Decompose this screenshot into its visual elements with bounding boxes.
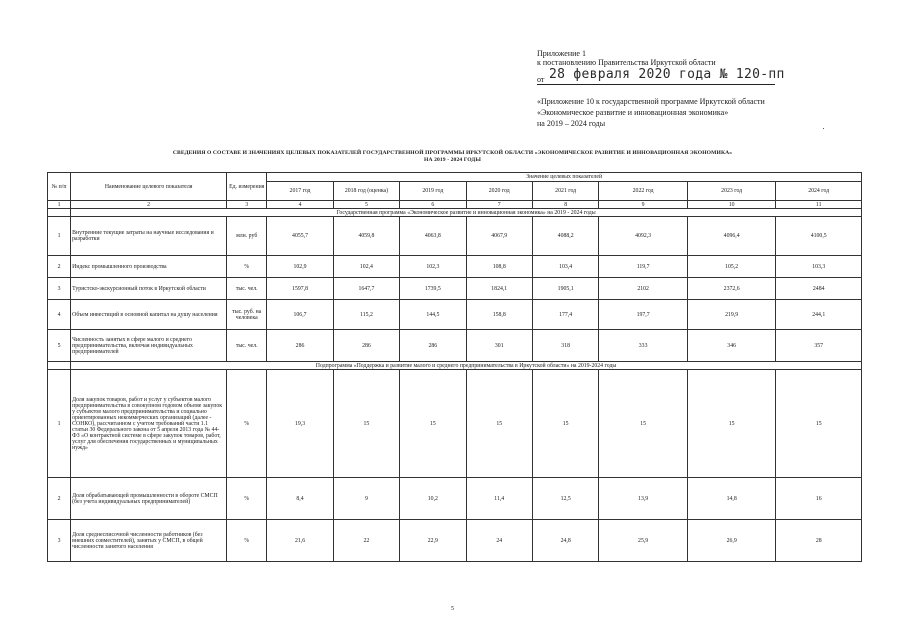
year-header: 2024 год <box>776 182 862 201</box>
row-value: 102,4 <box>333 256 399 278</box>
row-unit: % <box>227 520 267 562</box>
row-value: 2372,6 <box>687 278 776 300</box>
row-unit: тыс. чел. <box>227 330 267 362</box>
row-value: 177,4 <box>532 300 598 330</box>
row-value: 286 <box>267 330 333 362</box>
row-unit: % <box>227 370 267 478</box>
row-value: 4055,7 <box>267 217 333 256</box>
row-value: 103,4 <box>532 256 598 278</box>
row-value: 4092,3 <box>599 217 688 256</box>
row-value: 11,4 <box>466 478 532 520</box>
column-index-row <box>48 201 862 209</box>
row-value: 24,8 <box>532 520 598 562</box>
section-row <box>48 209 862 217</box>
col-unit-header: Ед. измерения <box>227 173 267 201</box>
table-row <box>48 478 862 520</box>
handwritten-date: 28 февраля 2020 года № 120-пп <box>549 67 785 82</box>
row-value: 144,5 <box>400 300 466 330</box>
row-value: 15 <box>776 370 862 478</box>
row-value: 115,2 <box>333 300 399 330</box>
document-title-line2: НА 2019 - 2024 ГОДЫ <box>424 157 481 163</box>
col-index: 11 <box>776 201 862 209</box>
year-header: 2020 год <box>466 182 532 201</box>
row-indicator-name: Доля среднесписочной численности работников (без внешних совместителей), занятых у СМСП, в общей численности занятого населения <box>71 520 227 562</box>
row-num: 1 <box>48 217 71 256</box>
row-value: 9 <box>333 478 399 520</box>
row-num: 2 <box>48 256 71 278</box>
row-value: 4059,8 <box>333 217 399 256</box>
row-value: 197,7 <box>599 300 688 330</box>
row-value: 102,9 <box>267 256 333 278</box>
section-title-program: Государственная программа «Экономическое развитие и инновационная экономика» на 2019 - 2024 годы <box>71 209 862 217</box>
row-value: 22 <box>333 520 399 562</box>
row-value: 1905,1 <box>532 278 598 300</box>
col-index: 5 <box>333 201 399 209</box>
row-value: 22,9 <box>400 520 466 562</box>
row-value: 4063,8 <box>400 217 466 256</box>
row-num: 3 <box>48 278 71 300</box>
col-name-header: Наименование целевого показателя <box>71 173 227 201</box>
indicators-table <box>47 172 862 562</box>
row-indicator-name: Доля обрабатывающей промышленности в обороте СМСП (без учета индивидуальных предпринимателей) <box>71 478 227 520</box>
row-num: 5 <box>48 330 71 362</box>
row-num: 2 <box>48 478 71 520</box>
col-index: 3 <box>227 201 267 209</box>
program-appendix-label: «Приложение 10 к государственной программе Иркутской области <box>537 97 765 106</box>
table-row <box>48 256 862 278</box>
row-value: 219,9 <box>687 300 776 330</box>
row-value: 346 <box>687 330 776 362</box>
section-row <box>48 362 862 370</box>
year-header: 2018 год (оценка) <box>333 182 399 201</box>
row-value: 10,2 <box>400 478 466 520</box>
row-indicator-name: Туристско-экскурсионный поток в Иркутской области <box>71 278 227 300</box>
row-indicator-name: Внутренние текущие затраты на научные исследования и разработки <box>71 217 227 256</box>
col-num-header: № п/п <box>48 173 71 201</box>
row-value: 16 <box>776 478 862 520</box>
row-value: 108,8 <box>466 256 532 278</box>
row-num: 1 <box>48 370 71 478</box>
row-value: 4067,9 <box>466 217 532 256</box>
appendix-label: Приложение 1 <box>537 49 586 58</box>
row-value: 1597,8 <box>267 278 333 300</box>
row-unit: млн. руб <box>227 217 267 256</box>
page-number: 5 <box>451 606 454 612</box>
year-header: 2019 год <box>400 182 466 201</box>
row-value: 119,7 <box>599 256 688 278</box>
row-value: 25,9 <box>599 520 688 562</box>
row-value: 26,9 <box>687 520 776 562</box>
row-value: 2102 <box>599 278 688 300</box>
row-value: 1824,1 <box>466 278 532 300</box>
col-index: 4 <box>267 201 333 209</box>
row-value: 24 <box>466 520 532 562</box>
year-header: 2017 год <box>267 182 333 201</box>
col-index: 9 <box>599 201 688 209</box>
row-value: 8,4 <box>267 478 333 520</box>
row-value: 301 <box>466 330 532 362</box>
scan-speck <box>823 128 824 129</box>
col-index: 8 <box>532 201 598 209</box>
col-index: 6 <box>400 201 466 209</box>
table-row <box>48 300 862 330</box>
row-value: 2484 <box>776 278 862 300</box>
row-value: 14,8 <box>687 478 776 520</box>
decree-date-line <box>537 67 785 85</box>
program-name-label: «Экономическое развитие и инновационная экономика» <box>537 108 729 117</box>
row-value: 357 <box>776 330 862 362</box>
row-indicator-name: Численность занятых в сфере малого и среднего предпринимательства, включая индивидуальных предпринимателей <box>71 330 227 362</box>
table-row <box>48 330 862 362</box>
row-value: 15 <box>400 370 466 478</box>
header-row-1 <box>48 173 862 182</box>
row-indicator-name: Объем инвестиций в основной капитал на душу населения <box>71 300 227 330</box>
program-years-label: на 2019 – 2024 годы <box>537 119 606 128</box>
row-value: 244,1 <box>776 300 862 330</box>
section-spacer <box>48 362 71 370</box>
row-value: 15 <box>466 370 532 478</box>
col-index: 2 <box>71 201 227 209</box>
year-header: 2022 год <box>599 182 688 201</box>
row-value: 15 <box>687 370 776 478</box>
row-value: 105,2 <box>687 256 776 278</box>
row-value: 13,9 <box>599 478 688 520</box>
row-value: 286 <box>333 330 399 362</box>
row-value: 4088,2 <box>532 217 598 256</box>
col-values-header: Значение целевых показателей <box>267 173 862 182</box>
row-unit: тыс. чел. <box>227 278 267 300</box>
date-prefix: от <box>537 75 545 84</box>
row-value: 103,3 <box>776 256 862 278</box>
row-value: 19,3 <box>267 370 333 478</box>
document-title-line1: СВЕДЕНИЯ О СОСТАВЕ И ЗНАЧЕНИЯХ ЦЕЛЕВЫХ ПОКАЗАТЕЛЕЙ ГОСУДАРСТВЕННОЙ ПРОГРАММЫ ИРКУТСКОЙ ОБЛАСТИ «ЭКОНОМИЧЕСКОЕ РАЗВИТИЕ И ИННОВАЦИОННАЯ ЭКОНОМИКА» <box>172 150 733 156</box>
row-value: 158,8 <box>466 300 532 330</box>
row-indicator-name: Доля закупок товаров, работ и услуг у субъектов малого предпринимательства в совокупном годовом объеме закупок у субъектов малого предпринимательства и социально ориентированных некоммерческих организаций (далее - СОНКО), рассчитанном с учетом требований части 1.1 статьи 30 Федерального закона от 5 апреля 2013 года № 44-ФЗ «О контрактной системе в сфере закупок товаров, работ, услуг для обеспечения государственных и муниципальных нужд» <box>71 370 227 478</box>
decree-label: к постановлению Правительства Иркутской области <box>537 58 716 67</box>
row-num: 3 <box>48 520 71 562</box>
row-value: 318 <box>532 330 598 362</box>
row-value: 4100,5 <box>776 217 862 256</box>
row-unit: % <box>227 256 267 278</box>
row-value: 28 <box>776 520 862 562</box>
table-row <box>48 217 862 256</box>
row-unit: % <box>227 478 267 520</box>
row-value: 15 <box>599 370 688 478</box>
row-value: 1739,5 <box>400 278 466 300</box>
row-value: 12,5 <box>532 478 598 520</box>
section-title-subprogram: Подпрограмма «Поддержка и развитие малого и среднего предпринимательства в Иркутской области» на 2019-2024 годы <box>71 362 862 370</box>
row-value: 333 <box>599 330 688 362</box>
table-row <box>48 520 862 562</box>
col-index: 10 <box>687 201 776 209</box>
row-num: 4 <box>48 300 71 330</box>
year-header: 2023 год <box>687 182 776 201</box>
row-value: 286 <box>400 330 466 362</box>
col-index: 1 <box>48 201 71 209</box>
row-value: 106,7 <box>267 300 333 330</box>
row-value: 1647,7 <box>333 278 399 300</box>
table-row <box>48 370 862 478</box>
col-index: 7 <box>466 201 532 209</box>
row-value: 15 <box>532 370 598 478</box>
row-value: 102,3 <box>400 256 466 278</box>
row-value: 21,6 <box>267 520 333 562</box>
section-spacer <box>48 209 71 217</box>
table-row <box>48 278 862 300</box>
row-value: 15 <box>333 370 399 478</box>
year-header: 2021 год <box>532 182 598 201</box>
row-unit: тыс. руб. на человека <box>227 300 267 330</box>
row-value: 4096,4 <box>687 217 776 256</box>
row-indicator-name: Индекс промышленного производства <box>71 256 227 278</box>
